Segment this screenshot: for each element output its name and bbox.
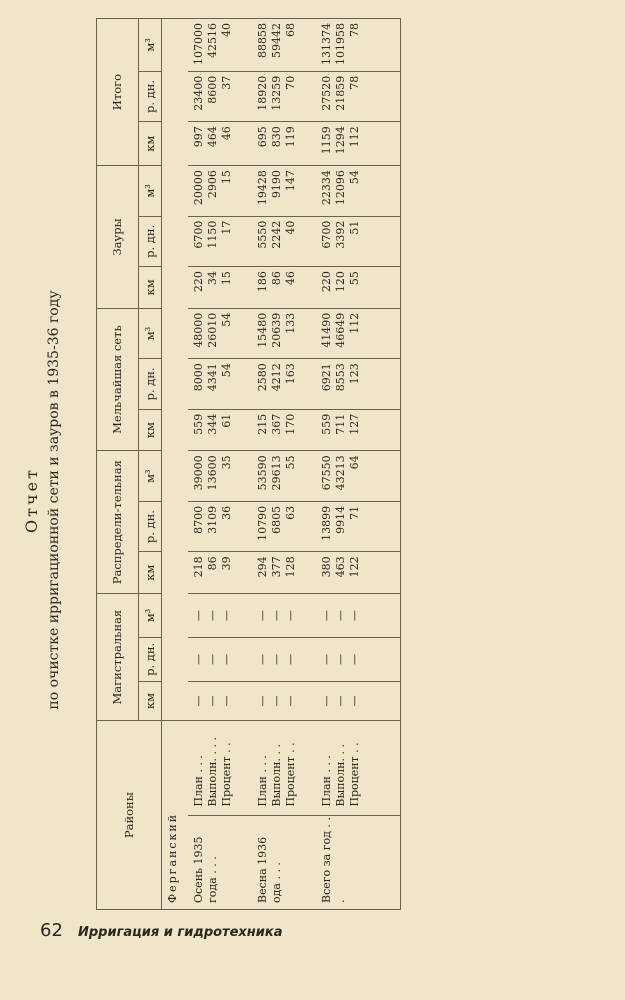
cell-value: — <box>320 695 333 707</box>
value-cell <box>252 166 316 216</box>
cell-value: 6700 <box>320 220 333 249</box>
cell-value: — <box>270 695 283 707</box>
sub-km: км <box>138 267 161 309</box>
value-cell <box>188 409 252 451</box>
value-cell <box>188 681 252 720</box>
cell-value: 46649 <box>334 312 347 348</box>
cell-value: 40 <box>220 23 233 37</box>
cell-value: 128 <box>284 556 297 578</box>
value-cell <box>252 501 316 551</box>
report-subtitle: по очистке ирригационной сети и зауров в 1935-36 году <box>46 290 62 710</box>
cell-value: 6921 <box>320 363 333 392</box>
sub-rdn: р. дн. <box>138 637 161 681</box>
cell-value: 6700 <box>192 220 205 249</box>
sub-rdn: р. дн. <box>138 71 161 121</box>
cell-value: 294 <box>256 556 269 578</box>
cell-value: 2242 <box>270 220 283 249</box>
row-label: Процент . . <box>284 742 297 807</box>
region-name: Ферганский <box>162 721 189 910</box>
cell-value: 22334 <box>320 170 333 206</box>
cell-value: — <box>284 609 297 621</box>
row-labels <box>316 721 380 815</box>
value-cell <box>316 19 380 72</box>
cell-value: — <box>348 609 361 621</box>
cell-value: 71 <box>348 505 361 520</box>
value-cell <box>316 71 380 121</box>
cell-value: 67550 <box>320 455 333 491</box>
cell-value: 61 <box>220 413 233 428</box>
cell-value: — <box>284 653 297 665</box>
cell-value: — <box>206 695 219 707</box>
value-cell <box>252 409 316 451</box>
cell-value: 8700 <box>192 505 205 534</box>
cell-value: 54 <box>348 170 361 185</box>
header-group-zaury: Зауры <box>97 166 139 309</box>
cell-value: 1294 <box>334 126 347 155</box>
sub-km: км <box>138 552 161 594</box>
cell-value: 17 <box>220 220 233 235</box>
cell-value: — <box>206 609 219 621</box>
value-cell <box>316 552 380 594</box>
region-row <box>162 19 189 910</box>
cell-value: 41490 <box>320 312 333 348</box>
sub-m3: м³ <box>138 594 161 638</box>
cell-value: — <box>192 695 205 707</box>
cell-value: — <box>348 695 361 707</box>
cell-value: — <box>270 653 283 665</box>
cell-value: 123 <box>348 363 361 385</box>
value-cell <box>252 681 316 720</box>
cell-value: 120 <box>334 271 347 293</box>
cell-value: 830 <box>270 126 283 148</box>
cell-value: 997 <box>192 126 205 148</box>
cell-value: 1150 <box>206 220 219 249</box>
value-cell <box>316 166 380 216</box>
table-body <box>162 19 401 910</box>
cell-value: 18920 <box>256 75 269 111</box>
row-label: План . . . <box>256 755 269 807</box>
value-cell <box>252 594 316 638</box>
cell-value: 101958 <box>334 23 347 65</box>
cell-value: 5550 <box>256 220 269 249</box>
value-cell <box>316 501 380 551</box>
cell-value: 63 <box>284 505 297 520</box>
cell-value: 380 <box>320 556 333 578</box>
cell-value: 2580 <box>256 363 269 392</box>
cell-value: 9190 <box>270 170 283 199</box>
cell-value: 40 <box>284 220 297 235</box>
cell-value: 218 <box>192 556 205 578</box>
report-title: Отчет <box>22 467 41 533</box>
row-label: Выполн. . . . <box>206 737 219 807</box>
value-cell <box>188 166 252 216</box>
cell-value: 15 <box>220 170 233 185</box>
value-cell <box>316 308 380 358</box>
sub-m3: м³ <box>138 451 161 501</box>
value-cell <box>188 594 252 638</box>
cell-value: 78 <box>348 23 361 37</box>
value-cell <box>316 409 380 451</box>
cell-value: — <box>320 653 333 665</box>
value-cell <box>188 71 252 121</box>
value-cell <box>252 19 316 72</box>
value-cell <box>316 681 380 720</box>
cell-value: 8000 <box>192 363 205 392</box>
cell-value: 68 <box>284 23 297 37</box>
row-label: Выполн. . . <box>334 744 347 807</box>
period-name: Осень 1935 года . . . <box>188 815 252 909</box>
cell-value: 27520 <box>320 75 333 111</box>
value-cell <box>252 637 316 681</box>
value-cell <box>188 267 252 309</box>
cell-value: 107000 <box>192 23 205 65</box>
header-group-magistral: Магистральная <box>97 594 139 721</box>
cell-value: 39 <box>220 556 233 571</box>
cell-value: 220 <box>320 271 333 293</box>
value-cell <box>252 359 316 409</box>
cell-value: — <box>192 609 205 621</box>
cell-value: 88858 <box>256 23 269 58</box>
cell-value: 21859 <box>334 75 347 111</box>
sub-km: км <box>138 409 161 451</box>
cell-value: 3392 <box>334 220 347 249</box>
period-row <box>316 19 380 910</box>
cell-value: 15480 <box>256 312 269 348</box>
sub-rdn: р. дн. <box>138 359 161 409</box>
value-cell <box>252 308 316 358</box>
header-group-melch: Мельчайшая сеть <box>97 308 139 451</box>
cell-value: 54 <box>220 312 233 327</box>
cell-value: 215 <box>256 413 269 435</box>
header-group-raspred: Распредели-тельная <box>97 451 139 594</box>
value-cell <box>316 637 380 681</box>
cell-value: 78 <box>348 75 361 90</box>
cell-value: 112 <box>348 312 361 334</box>
cell-value: 377 <box>270 556 283 578</box>
sub-rdn: р. дн. <box>138 501 161 551</box>
sub-m3: м³ <box>138 166 161 216</box>
cell-value: 163 <box>284 363 297 385</box>
cell-value: 3109 <box>206 505 219 534</box>
cell-value: 54 <box>220 363 233 378</box>
value-cell <box>316 122 380 166</box>
cell-value: — <box>256 695 269 707</box>
cell-value: 86 <box>206 556 219 571</box>
cell-value: 1159 <box>320 126 333 155</box>
sub-km: км <box>138 122 161 166</box>
row-labels <box>252 721 316 815</box>
value-cell <box>188 451 252 501</box>
cell-value: — <box>284 695 297 707</box>
value-cell <box>252 552 316 594</box>
cell-value: 42516 <box>206 23 219 58</box>
cell-value: 122 <box>348 556 361 578</box>
sub-km: км <box>138 681 161 720</box>
cell-value: 112 <box>348 126 361 148</box>
value-cell <box>252 267 316 309</box>
cell-value: 34 <box>206 271 219 286</box>
period-row <box>252 19 316 910</box>
sub-m3: м³ <box>138 19 161 72</box>
cell-value: — <box>348 653 361 665</box>
cell-value: 559 <box>192 413 205 435</box>
row-label: Процент . . <box>220 742 233 807</box>
cell-value: 43213 <box>334 455 347 491</box>
value-cell <box>316 216 380 266</box>
cell-value: 131374 <box>320 23 333 65</box>
table-bottom <box>380 19 401 910</box>
cell-value: 15 <box>220 271 233 286</box>
value-cell <box>188 308 252 358</box>
value-cell <box>316 594 380 638</box>
cell-value: 10790 <box>256 505 269 541</box>
value-cell <box>316 451 380 501</box>
cell-value: 13259 <box>270 75 283 111</box>
cell-value: 55 <box>348 271 361 286</box>
row-labels <box>188 721 252 815</box>
value-cell <box>188 216 252 266</box>
cell-value: 12096 <box>334 170 347 206</box>
cell-value: 37 <box>220 75 233 90</box>
cell-value: 147 <box>284 170 297 192</box>
cell-value: 8553 <box>334 363 347 392</box>
sub-m3: м³ <box>138 308 161 358</box>
cell-value: — <box>206 653 219 665</box>
sub-rdn: р. дн. <box>138 216 161 266</box>
cell-value: 55 <box>284 455 297 470</box>
header-rayony: Районы <box>97 721 162 910</box>
cell-value: — <box>256 609 269 621</box>
cell-value: — <box>334 695 347 707</box>
value-cell <box>252 71 316 121</box>
cell-value: 19428 <box>256 170 269 206</box>
period-name: Всего за год . . . <box>316 815 380 909</box>
cell-value: 4212 <box>270 363 283 392</box>
cell-value: — <box>320 609 333 621</box>
value-cell <box>252 216 316 266</box>
cell-value: 133 <box>284 312 297 334</box>
cell-value: 2906 <box>206 170 219 199</box>
period-row <box>188 19 252 910</box>
cell-value: 20000 <box>192 170 205 206</box>
value-cell <box>188 501 252 551</box>
row-label: План . . . <box>192 755 205 807</box>
cell-value: 559 <box>320 413 333 435</box>
cell-value: 119 <box>284 126 297 148</box>
cell-value: 695 <box>256 126 269 148</box>
report-table <box>96 18 401 910</box>
cell-value: 344 <box>206 413 219 435</box>
cell-value: 13600 <box>206 455 219 491</box>
cell-value: 46 <box>284 271 297 286</box>
cell-value: 4341 <box>206 363 219 392</box>
cell-value: 59442 <box>270 23 283 58</box>
cell-value: 70 <box>284 75 297 90</box>
value-cell <box>252 122 316 166</box>
cell-value: 20639 <box>270 312 283 348</box>
cell-value: 186 <box>256 271 269 293</box>
row-label: Процент . . <box>348 742 361 807</box>
value-cell <box>188 359 252 409</box>
cell-value: 170 <box>284 413 297 435</box>
cell-value: — <box>334 609 347 621</box>
cell-value: 367 <box>270 413 283 435</box>
cell-value: 35 <box>220 455 233 470</box>
cell-value: 29613 <box>270 455 283 491</box>
value-cell <box>188 637 252 681</box>
cell-value: 36 <box>220 505 233 520</box>
cell-value: 6805 <box>270 505 283 534</box>
cell-value: — <box>220 653 233 665</box>
cell-value: — <box>256 653 269 665</box>
value-cell <box>188 19 252 72</box>
value-cell <box>316 267 380 309</box>
cell-value: 64 <box>348 455 361 470</box>
cell-value: — <box>270 609 283 621</box>
journal-name: Ирригация и гидротехника <box>78 925 283 940</box>
cell-value: 711 <box>334 413 347 435</box>
page-footer <box>40 920 282 941</box>
cell-value: 26010 <box>206 312 219 348</box>
cell-value: 8600 <box>206 75 219 104</box>
value-cell <box>252 451 316 501</box>
cell-value: 46 <box>220 126 233 141</box>
row-label: Выполн. . . <box>270 744 283 807</box>
row-label: План . . . <box>320 755 333 807</box>
cell-value: — <box>220 695 233 707</box>
cell-value: 13899 <box>320 505 333 541</box>
page-number: 62 <box>40 920 63 941</box>
cell-value: 464 <box>206 126 219 148</box>
cell-value: 39000 <box>192 455 205 491</box>
period-name: Весна 1936 ода . . . <box>252 815 316 909</box>
header-group-itogo: Итого <box>97 19 139 166</box>
cell-value: — <box>220 609 233 621</box>
cell-value: 51 <box>348 220 361 235</box>
cell-value: 86 <box>270 271 283 286</box>
value-cell <box>188 122 252 166</box>
cell-value: 127 <box>348 413 361 435</box>
cell-value: 53590 <box>256 455 269 491</box>
cell-value: — <box>334 653 347 665</box>
value-cell <box>188 552 252 594</box>
cell-value: 9914 <box>334 505 347 534</box>
cell-value: — <box>192 653 205 665</box>
cell-value: 23400 <box>192 75 205 111</box>
cell-value: 48000 <box>192 312 205 348</box>
value-cell <box>316 359 380 409</box>
cell-value: 463 <box>334 556 347 578</box>
cell-value: 220 <box>192 271 205 293</box>
